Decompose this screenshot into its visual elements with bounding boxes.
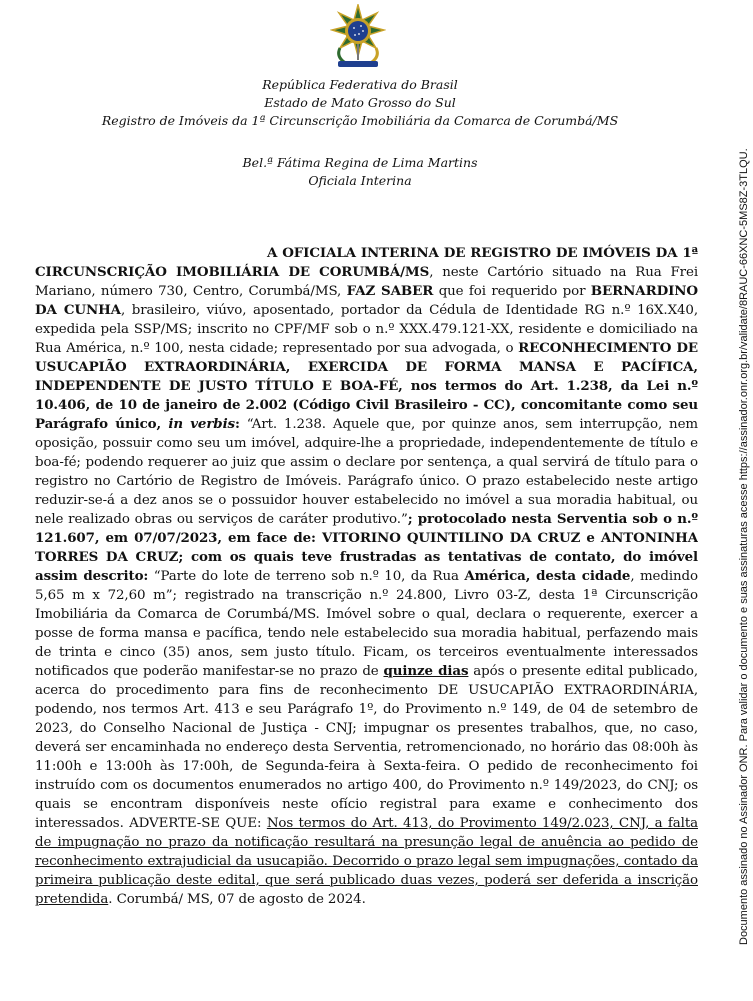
body-s12: “Parte do lote de terreno sob n.º 10, da Rua [148,569,465,584]
header-country: República Federativa do Brasil [262,77,458,92]
body-s13: América, desta cidade [464,568,631,584]
coat-of-arms-seal [330,4,386,68]
body-s16: após o presente edital publicado, acerca do procedimento para fins de reconhecimento DE USUCAPIÃO EXTRAORDINÁRIA, podendo, nos termos Art. 413 e seu Parágrafo 1º, do Provimento n.º 149, de 04 de setembro de 2023, do Conselho Nacional de Justiça - CNJ; impugnar os presentes trabalhos, que, no caso, deverá ser encaminhada no endereço desta Serventia, retromencionado, no horário das 08:00h às 11:00h e 13:00h às 17:00h, de Segunda-feira à Sexta-feira. O pedido de reconhecimento foi instruído com os documentos enumerados no artigo 400, do Provimento n.º 149/2023, do CNJ; os quais se encontram disponíveis neste ofício registral para exame e conhecimento dos interessados. ADVERTE-SE QUE: [35,664,698,831]
body-s08: in verbis [168,416,235,432]
body-s17: Nos termos do Art. 413, do Provimento 149/2.023, CNJ, a falta de impugnação no prazo da notificação resultará na presunção legal de anuência ao pedido de reconhecimento extrajudicial da usucapião. Decorrido o prazo legal sem impugnações, contado da primeira publicação deste edital, que será publicado duas vezes, poderá ser deferida a inscrição pretendida [35,816,698,907]
body-s01: A OFICIALA INTERINA DE REGISTRO DE IMÓVEIS DA 1ª CIRCUNSCRIÇÃO IMOBILIÁRIA DE CORUMBÁ/MS [35,245,698,280]
officer-block [160,154,560,190]
body-s18: . Corumbá/ MS, 07 de agosto de 2024. [108,892,366,907]
body-s06: , brasileiro, viúvo, aposentado, portador da Cédula de Identidade RG n.º 16X.X40, expedida pela SSP/MS; inscrito no CPF/MF sob o n.º XXX.479.121-XX, residente e domiciliado na Rua América, n.º 100, nesta cidade; representado por sua advogada, o [35,303,698,356]
body-s11: ; protocolado nesta Serventia sob o n.º 121.607, em 07/07/2023, em face de: VITORINO QUINTILINO DA CRUZ e ANTONINHA TORRES DA CRUZ; com os quais teve frustradas as tentativas de contato, do imóvel assim descrito: [35,511,698,584]
document-header [60,76,660,130]
signature-validation-note [734,100,753,945]
edital-paragraph [35,244,698,909]
header-state: Estado de Mato Grosso do Sul [264,95,456,110]
edital-body [35,244,698,979]
body-s14: , medindo 5,65 m x 72,60 m”; registrado na transcrição n.º 24.800, Livro 03-Z, desta 1ª Circunscrição Imobiliária da Comarca de Corumbá/MS. Imóvel sobre o qual, declara o requerente, exercer a posse de forma mansa e pacífica, tendo nele estabelecido sua moradia habitual, perfazendo mais de trinta e cinco (35) anos, sem justo título. Ficam, os terceiros eventualmente interessados notificados que poderão manifestar-se no prazo de [35,569,698,679]
body-s09: : [235,416,240,432]
body-s05: BERNARDINO DA CUNHA [35,283,698,318]
officer-title: Oficiala Interina [308,173,412,188]
side-note-text: Documento assinado no Assinador ONR. Para validar o documento e suas assinaturas acesse https://assinador.onr.org.br/validate/8RAUC-66XNC-5MS8Z-3TLQU. [738,148,750,945]
header-registry: Registro de Imóveis da 1ª Circunscrição Imobiliária da Comarca de Corumbá/MS [101,113,619,128]
body-s07: RECONHECIMENTO DE USUCAPIÃO EXTRAORDINÁRIA, EXERCIDA DE FORMA MANSA E PACÍFICA, INDEPENDENTE DE JUSTO TÍTULO E BOA-FÉ, nos termos do Art. 1.238, da Lei n.º 10.406, de 10 de janeiro de 2.002 (Código Civil Brasileiro - CC), concomitante como seu Parágrafo único, [35,340,698,432]
body-s04: que foi requerido por [433,284,591,299]
body-s02: , neste Cartório situado na Rua Frei Mariano, número 730, Centro, Corumbá/MS, [35,265,698,299]
officer-name: Bel.ª Fátima Regina de Lima Martins [242,155,478,170]
body-s10: “Art. 1.238. Aquele que, por quinze anos, sem interrupção, nem oposição, possuir como seu um imóvel, adquire-lhe a propriedade, independentemente de título e boa-fé; podendo requerer ao juiz que assim o declare por sentença, a qual servirá de título para o registro no Cartório de Registro de Imóveis. Parágrafo único. O prazo estabelecido neste artigo reduzir-se-á a dez anos se o possuidor houver estabelecido no imóvel a sua moradia habitual, ou nele realizado obras ou serviços de caráter produtivo.” [35,417,698,527]
body-s03: FAZ SABER [346,283,434,299]
body-s15: quinze dias [383,663,469,679]
